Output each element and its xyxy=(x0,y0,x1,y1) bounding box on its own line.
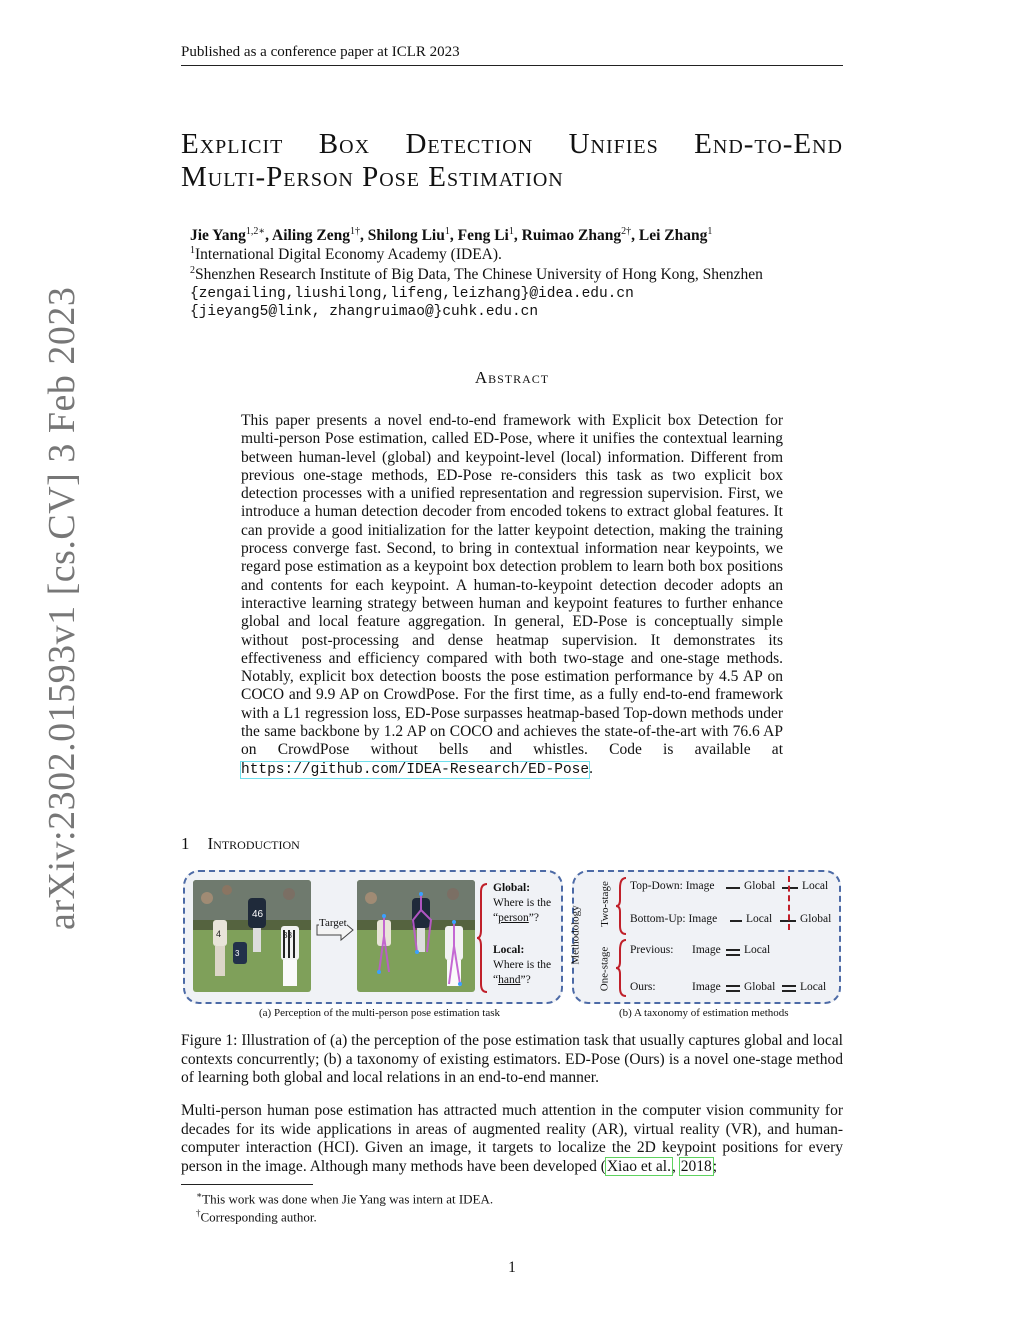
connector xyxy=(726,990,740,992)
global-question-2 xyxy=(493,912,539,924)
intro-text: Multi-person human pose estimation has attracted much attention in the computer vision community for decades for its wide applications in areas of augmented reality (AR), virtual reality (VR), and human-computer interaction (HCI). Given an image, it targets to localize the 2D keypoint positions for every person in the image. Although many methods have been developed ( xyxy=(181,1102,843,1175)
subcaption-b: (b) A taxonomy of estimation methods xyxy=(619,1007,789,1019)
panel-a xyxy=(183,870,563,1004)
section-heading xyxy=(181,834,300,854)
title-word: Box xyxy=(318,128,371,160)
previous-label: Previous: xyxy=(630,944,674,956)
local-question-1: Where is the xyxy=(493,959,552,971)
panel-b xyxy=(569,870,841,1004)
footnote-text: This work was done when Jie Yang was intern at IDEA. xyxy=(202,1191,494,1207)
connector xyxy=(730,920,742,922)
affiliation-2 xyxy=(190,265,763,284)
email-line-1: {zengailing,liushilong,lifeng,leizhang}@idea.edu.cn xyxy=(190,286,634,302)
title-line-2: Multi-Person Pose Estimation xyxy=(181,161,564,193)
two-stage-label: Two-stage xyxy=(598,881,611,927)
connector xyxy=(726,985,740,987)
local-heading: Local: xyxy=(493,944,525,956)
figure-1 xyxy=(181,868,843,1028)
connector xyxy=(726,949,740,951)
global-keyword: person xyxy=(498,912,529,924)
affiliation-1 xyxy=(190,245,502,264)
title-word: Unifies xyxy=(568,128,659,160)
footnote-text: Corresponding author. xyxy=(200,1209,317,1225)
global-question-1: Where is the xyxy=(493,897,552,909)
cite-end: ; xyxy=(712,1157,718,1175)
connector xyxy=(782,887,798,889)
author-affil-mark: 1,2∗ xyxy=(245,226,266,237)
football-photo-annotated xyxy=(357,880,475,992)
connector xyxy=(782,990,796,992)
arxiv-identifier: arXiv:2302.01593v1 [cs.CV] 3 Feb 2023 xyxy=(41,286,83,930)
quote-close: ”? xyxy=(528,912,539,924)
jersey-number: 3 xyxy=(235,949,240,958)
bottomup-local: Local xyxy=(746,913,773,925)
target-label: Target xyxy=(319,917,347,929)
abstract-end: . xyxy=(589,759,593,777)
connector xyxy=(726,887,740,889)
abstract-heading: Abstract xyxy=(474,368,550,387)
connector xyxy=(726,954,740,956)
ours-label: Ours: xyxy=(630,981,656,993)
methodology-label: Methodology xyxy=(569,905,582,965)
author-name: Jie Yang xyxy=(190,227,246,245)
header-rule xyxy=(181,65,843,66)
footnote-mark: ∗ xyxy=(196,1190,203,1200)
one-stage-label: One-stage xyxy=(598,946,611,992)
local-question-2 xyxy=(493,974,531,986)
stage-divider xyxy=(788,876,790,930)
topdown-local: Local xyxy=(802,880,829,892)
ours-global: Global xyxy=(744,981,776,993)
author-name: Shilong Liu xyxy=(367,227,445,245)
affil-number: 1 xyxy=(190,245,195,256)
code-link[interactable]: https://github.com/IDEA-Research/ED-Pose xyxy=(241,761,590,778)
quote-open: “ xyxy=(493,974,499,986)
author-affil-mark: 1 xyxy=(508,226,514,237)
author-affil-mark: 2† xyxy=(621,226,632,237)
citation-year-link[interactable]: 2018 xyxy=(680,1157,712,1175)
author-affil-mark: 1† xyxy=(350,226,360,237)
title-word: Detection xyxy=(405,128,534,160)
cite-separator: , xyxy=(672,1157,680,1175)
section-title: Introduction xyxy=(207,834,300,853)
quote-open: “ xyxy=(493,912,499,924)
author-name: Ruimao Zhang xyxy=(521,227,622,245)
abstract-body xyxy=(241,412,783,779)
running-header: Published as a conference paper at ICLR 2023 xyxy=(181,44,460,60)
topdown-label: Top-Down: Image xyxy=(630,880,715,892)
paper-title xyxy=(181,128,843,194)
football-photo xyxy=(193,880,311,992)
footnote-1 xyxy=(196,1190,493,1207)
abstract-text: This paper presents a novel end-to-end framework with Explicit box Detection for multi-person Pose estimation, called ED-Pose, where it unifies the contextual learning between human-level (global) and keypoint-level (local) information. Different from previous one-stage methods, ED-Pose re-considers this task as two explicit box detection processes with a unified representation and regression supervision. First, we introduce a human detection decoder from encoded tokens to extract global features. It can provide a good initialization for the latter keypoint detection, making the training process converge fast. Second, to bring in contextual information near keypoints, we regard pose estimation as a keypoint box detection problem to learn both box positions and contents for each keypoint. A human-to-keypoint detection decoder adopts an interactive learning strategy between human and keypoint features to further enhance global and local feature aggregation. In general, ED-Pose is conceptually simple without post-processing and dense heatmap supervision. It demonstrates its effectiveness and efficiency compared with both two-stage and one-stage methods. Notably, explicit box detection boosts the pose estimation performance by 4.5 AP on COCO and 9.9 AP on CrowdPose. For the first time, as a fully end-to-end framework with a L1 regression loss, ED-Pose surpasses heatmap-based Top-down methods under the same backbone by 1.2 AP on COCO and achieves the state-of-the-art with 76.6 AP on CrowdPose without bells and whistles. Code is available at xyxy=(241,412,783,759)
subcaption-a: (a) Perception of the multi-person pose estimation task xyxy=(259,1007,501,1019)
author-name: Lei Zhang xyxy=(638,227,708,245)
footnote-2 xyxy=(196,1208,317,1225)
intro-paragraph xyxy=(181,1102,843,1176)
affil-number: 2 xyxy=(190,265,195,276)
page-number: 1 xyxy=(508,1259,516,1276)
ours-image: Image xyxy=(692,981,721,993)
affil-text: Shenzhen Research Institute of Big Data, The Chinese University of Hong Kong, Shenzhen xyxy=(195,266,763,284)
title-word: Explicit xyxy=(181,128,284,160)
ours-local: Local xyxy=(800,981,827,993)
footnote-rule xyxy=(181,1184,313,1185)
topdown-global: Global xyxy=(744,880,776,892)
local-keyword: hand xyxy=(498,974,521,986)
figure-caption: Figure 1: Illustration of (a) the perception of the pose estimation task that usually captures global and local contexts concurrently; (b) a taxonomy of existing estimators. ED-Pose (Ours) is a novel one-stage method of learning both global and local relations in an end-to-end manner. xyxy=(181,1032,843,1086)
author-name: Feng Li xyxy=(457,227,509,245)
author-affil-mark: 1 xyxy=(444,226,450,237)
connector xyxy=(782,985,796,987)
jersey-number: 4 xyxy=(216,929,222,939)
author-affil-mark: 1 xyxy=(707,226,713,237)
jersey-number: 38 xyxy=(283,931,292,940)
previous-local: Local xyxy=(744,944,771,956)
bottomup-label: Bottom-Up: Image xyxy=(630,913,718,925)
citation-link[interactable]: Xiao et al. xyxy=(606,1157,671,1175)
footnote-mark: † xyxy=(196,1208,201,1218)
title-word: End-to-End xyxy=(694,128,843,160)
author-list: Jie Yang$^{1,2∗}$, Ailing Zeng$^{1\dagger}$, Shilong Liu$^1$, Feng Li$^1$, Ruimao Zhang$^{2\dagger}$, Lei Zhang$^1$ xyxy=(190,226,713,245)
jersey-number: 46 xyxy=(252,909,264,920)
email-line-2: {jieyang5@link, zhangruimao@}cuhk.edu.cn xyxy=(190,304,539,320)
section-number: 1 xyxy=(181,834,190,853)
quote-close: ”? xyxy=(520,974,531,986)
taxonomy-brace-icon xyxy=(614,876,628,998)
bottomup-global: Global xyxy=(800,913,832,925)
previous-image: Image xyxy=(692,944,721,956)
brace-icon xyxy=(477,882,489,994)
global-heading: Global: xyxy=(493,882,531,894)
author-name: Ailing Zeng xyxy=(272,227,350,245)
affil-text: International Digital Economy Academy (IDEA). xyxy=(195,246,502,264)
